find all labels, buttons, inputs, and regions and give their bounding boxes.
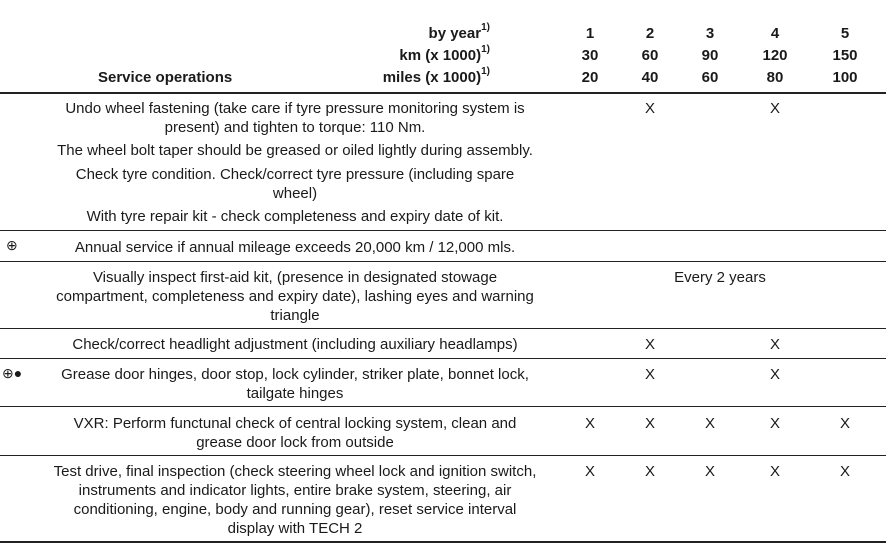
row-2-line-1: wheel) [272, 185, 318, 202]
row-7-mark-2: X [644, 366, 655, 383]
crossed-circle-icon: ⊕ [6, 237, 18, 253]
row-3-line-0: With tyre repair kit - check completeness and expiry date of kit. [86, 208, 504, 225]
row-9-mark-3: X [704, 463, 715, 480]
divider [0, 406, 886, 407]
row-5-line-0: Visually inspect first-aid kit, (presence in designated stowage [92, 269, 498, 286]
row-9-line-3: display with TECH 2 [227, 520, 363, 537]
row-8-mark-1: X [584, 415, 595, 432]
row-7-mark-4: X [769, 366, 780, 383]
row-8-mark-5: X [839, 415, 850, 432]
row-5-line-2: triangle [270, 307, 320, 324]
year-4: 4 [770, 25, 780, 42]
year-2: 2 [645, 25, 655, 42]
km-4: 120 [762, 47, 788, 64]
crossed-circle-dot-icon: ⊕● [2, 365, 23, 381]
row-0-mark-4: X [769, 100, 780, 117]
every-2-years-note: Every 2 years [674, 269, 766, 286]
row-5-line-1: compartment, completeness and expiry date), lashing eyes and warning [56, 288, 534, 305]
row-8-mark-4: X [769, 415, 780, 432]
row-8-mark-3: X [704, 415, 715, 432]
row-0-line-1: present) and tighten to torque: 110 Nm. [164, 119, 426, 136]
divider [0, 261, 886, 262]
miles-1: 20 [581, 69, 599, 86]
divider [0, 455, 886, 456]
km-3: 90 [701, 47, 719, 64]
row-9-line-0: Test drive, final inspection (check steering wheel lock and ignition switch, [53, 463, 537, 480]
row-0-mark-2: X [644, 100, 655, 117]
row-8-line-0: VXR: Perform functunal check of central locking system, clean and [73, 415, 517, 432]
row-6-line-0: Check/correct headlight adjustment (including auxiliary headlamps) [72, 336, 518, 353]
miles-5: 100 [832, 69, 858, 86]
year-5: 5 [840, 25, 850, 42]
header-divider [0, 92, 886, 94]
divider [0, 230, 886, 231]
year-3: 3 [705, 25, 715, 42]
row-9-mark-4: X [769, 463, 780, 480]
year-1: 1 [585, 25, 595, 42]
row-9-mark-5: X [839, 463, 850, 480]
divider [0, 358, 886, 359]
miles-4: 80 [766, 69, 784, 86]
row-2-line-0: Check tyre condition. Check/correct tyre pressure (including spare [75, 166, 515, 183]
row-9-mark-1: X [584, 463, 595, 480]
row-8-mark-2: X [644, 415, 655, 432]
row-8-line-1: grease door lock from outside [196, 434, 394, 451]
by-year-header: by year$^{1)}$ [428, 22, 490, 42]
row-4-line-0: Annual service if annual mileage exceeds 20,000 km / 12,000 mls. [74, 239, 516, 256]
km-5: 150 [832, 47, 858, 64]
row-9-line-1: instruments and indicator lights, entire brake system, steering, air [78, 482, 512, 499]
miles-header: miles (x 1000)$^{1)}$ [382, 66, 490, 86]
row-9-line-2: conditioning, engine, body and running gear), reset service interval [73, 501, 517, 518]
service-operations-header: Service operations [98, 69, 233, 86]
row-9-mark-2: X [644, 463, 655, 480]
row-6-mark-4: X [769, 336, 780, 353]
miles-2: 40 [641, 69, 659, 86]
km-2: 60 [641, 47, 659, 64]
row-7-line-1: tailgate hinges [246, 385, 344, 402]
row-1-line-0: The wheel bolt taper should be greased or oiled lightly during assembly. [57, 142, 533, 159]
km-header: km (x 1000)$^{1)}$ [399, 44, 490, 64]
row-7-line-0: Grease door hinges, door stop, lock cylinder, striker plate, bonnet lock, [61, 366, 529, 383]
miles-3: 60 [701, 69, 719, 86]
km-1: 30 [581, 47, 599, 64]
row-6-mark-2: X [644, 336, 655, 353]
table-bottom-border [0, 541, 886, 543]
divider [0, 328, 886, 329]
row-0-line-0: Undo wheel fastening (take care if tyre pressure monitoring system is [65, 100, 525, 117]
